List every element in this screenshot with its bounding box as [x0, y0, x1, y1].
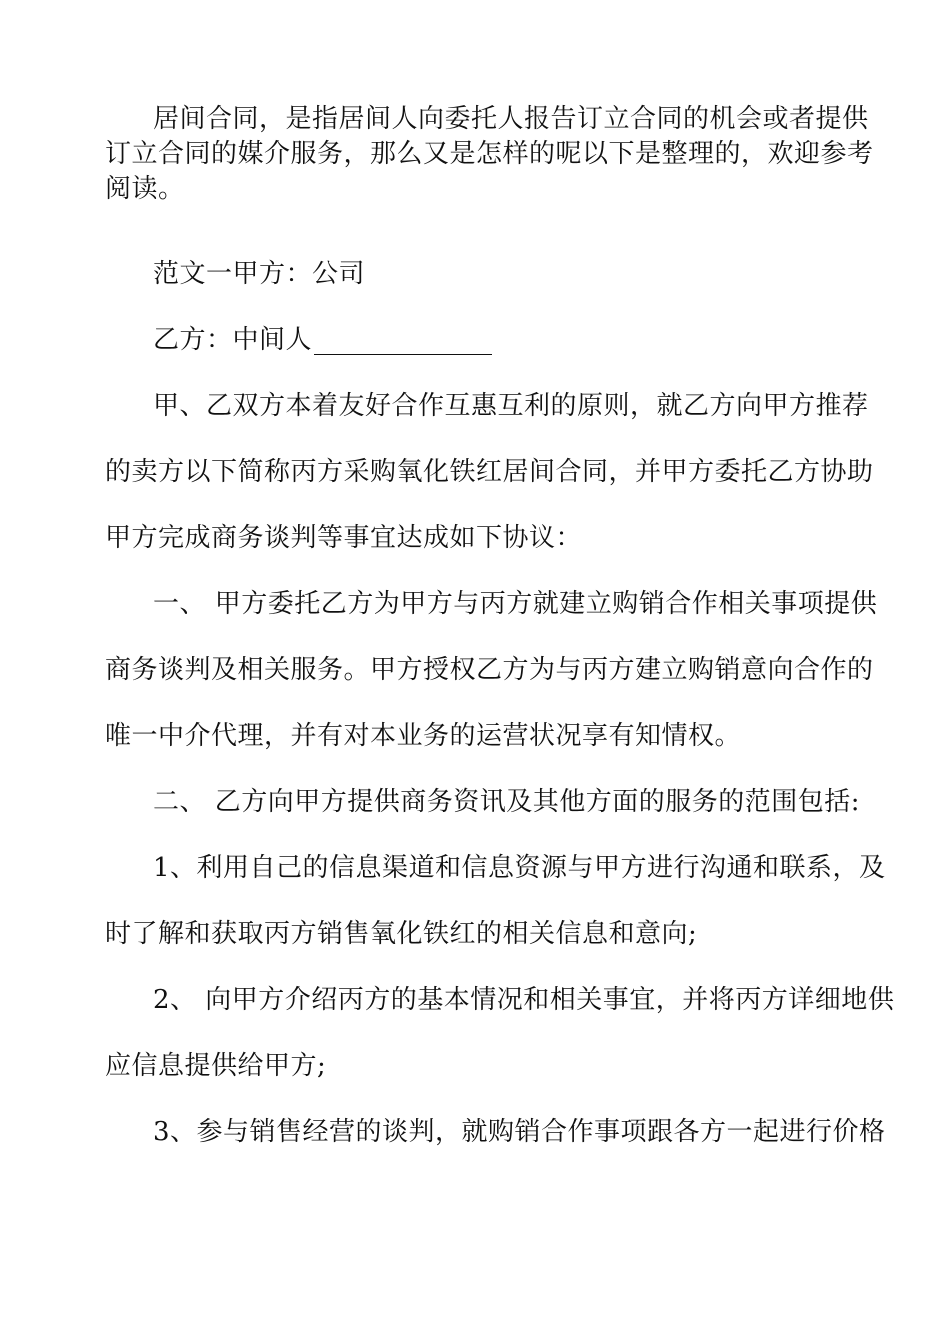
- preamble-line-2: [105, 457, 874, 487]
- party-b-label: 乙方：中间人: [153, 325, 313, 355]
- item3-text: 3、参与销售经营的谈判，就购销合作事项跟各方一起进行价: [153, 1117, 860, 1147]
- item1-text: 及: [859, 853, 886, 883]
- item1-line-2: 时了解和获取丙方销售氧化铁红的相关信息和意向;: [105, 919, 698, 949]
- preamble-line-3: 甲方完成商务谈判等事宜达成如下协议：: [105, 523, 583, 553]
- preamble-text: 荐: [842, 391, 869, 421]
- item3-line-1: [153, 1117, 886, 1147]
- clause2-line-1: 二、 乙方向甲方提供商务资讯及其他方面的服务的范围包括:: [153, 787, 861, 817]
- item2-line-2: 应信息提供给甲方;: [105, 1051, 327, 1081]
- party-b-heading: [153, 325, 865, 355]
- clause1-text: 供: [850, 589, 878, 619]
- item1-line-1: [153, 853, 886, 883]
- intro-line-3: 阅读。: [105, 174, 185, 204]
- clause1-text: 一、 甲方委托乙方为甲方与丙方就建立购销合作相关事项提: [153, 589, 851, 619]
- item3-text: 格: [859, 1117, 886, 1147]
- preamble-text: 的卖方以下简称丙方采购氧化铁红居间合同，并甲方委托乙方: [105, 457, 821, 487]
- preamble-line-1: [153, 391, 869, 421]
- item2-line-1: [153, 985, 895, 1015]
- party-a-heading: 范文一甲方：公司: [153, 259, 366, 289]
- intro-line-2: [105, 139, 874, 169]
- clause1-text: 作的: [820, 655, 874, 685]
- intro-text: 参考: [820, 139, 874, 169]
- signature-blank: [314, 328, 492, 355]
- preamble-text: 协助: [820, 457, 874, 487]
- intro-line-1: [153, 104, 869, 134]
- preamble-text: 甲、乙双方本着友好合作互惠互利的原则，就乙方向甲方推: [153, 391, 843, 421]
- clause1-line-2: [105, 655, 874, 685]
- intro-text: 供: [842, 104, 869, 134]
- item1-text: 1、利用自己的信息渠道和信息资源与甲方进行沟通和联系，: [153, 853, 860, 883]
- item2-text: 2、 向甲方介绍丙方的基本情况和相关事宜，并将丙方详细地: [153, 985, 868, 1015]
- clause1-line-1: [153, 589, 878, 619]
- intro-text: 订立合同的媒介服务，那么又是怎样的呢以下是整理的，欢迎: [105, 139, 821, 169]
- intro-text: 居间合同，是指居间人向委托人报告订立合同的机会或者提: [153, 104, 843, 134]
- clause1-line-3: 唯一中介代理，并有对本业务的运营状况享有知情权。: [105, 721, 742, 751]
- item2-text: 供: [867, 985, 895, 1015]
- clause1-text: 商务谈判及相关服务。甲方授权乙方为与丙方建立购销意向合: [105, 655, 821, 685]
